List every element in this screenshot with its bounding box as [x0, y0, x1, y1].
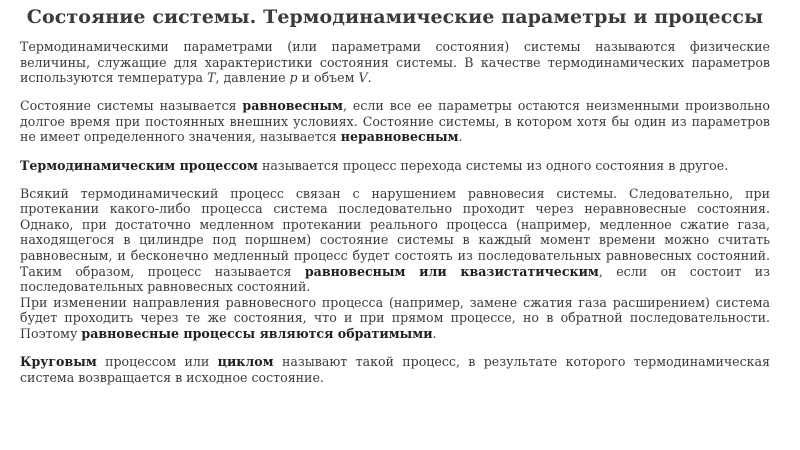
text: Состояние системы называется	[20, 98, 243, 114]
paragraph-reversible	[20, 295, 770, 342]
text: .	[432, 326, 437, 341]
paragraph-quasistatic	[20, 186, 770, 295]
paragraph-process	[20, 158, 770, 174]
term-thermodynamic-process: Термодинамическим процессом	[20, 157, 258, 173]
text: называется процесс перехода системы из одного состояния в другое.	[258, 157, 729, 173]
term-circular: Круговым	[20, 354, 97, 370]
term-cycle: циклом	[217, 354, 274, 370]
text: , давление	[215, 70, 290, 86]
text: , если все ее параметры остаются неизменными произвольно долгое время при постоянных внешних условиях. Состояние системы, в котором хотя бы один из параметров не имеет определенного значения, называется	[20, 98, 770, 145]
term-nonequilibrium: неравновесным	[340, 129, 459, 145]
term-quasistatic: равновесным или квазистатическим	[304, 263, 599, 279]
symbol-temperature: T	[207, 70, 216, 86]
text: называют такой процесс, в результате которого термодинамическая система возвращается в исходное состояние.	[20, 354, 771, 385]
text: Всякий термодинамический процесс связан с нарушением равновесия системы. Следовательно, при протекании какого-либо процесса система последовательно проходит через неравновесные состояния. Однако, при достаточно медленном протекании реального процесса (например, медленное сжатие газа, находящегося в цилиндре под поршнем) состояние системы в каждый момент времени можно считать равновесным, и бесконечно медленный процесс будет состоять из последовательных равновесных состояний. Таким образом, процесс называется	[20, 185, 770, 279]
text: .	[367, 70, 372, 86]
text: .	[458, 129, 463, 145]
term-equilibrium: равновесным	[242, 98, 343, 114]
text: и объем	[297, 70, 359, 86]
text: , если он состоит из последовательных равновесных состояний.	[20, 263, 770, 295]
paragraph-parameters	[20, 39, 770, 86]
symbol-volume: V	[358, 70, 368, 86]
slide-body	[20, 39, 770, 385]
text: При изменении направления равновесного процесса (например, замене сжатия газа расширением) система будет проходить через те же состояния, что и при прямом процессе, но в обратной последовательности. Поэтому	[20, 294, 770, 341]
text: процессом или	[96, 354, 218, 370]
symbol-pressure: p	[289, 70, 298, 86]
term-reversible: равновесные процессы являются обратимыми	[81, 326, 433, 341]
paragraph-cycle	[20, 354, 770, 385]
page-title: Состояние системы. Термодинамические параметры и процессы	[26, 6, 764, 28]
text: Термодинамическими параметрами (или параметрами состояния) системы называются физические величины, служащие для характеристики состояния системы. В качестве термодинамических параметров используются температура	[20, 39, 770, 86]
paragraph-equilibrium	[20, 98, 770, 145]
